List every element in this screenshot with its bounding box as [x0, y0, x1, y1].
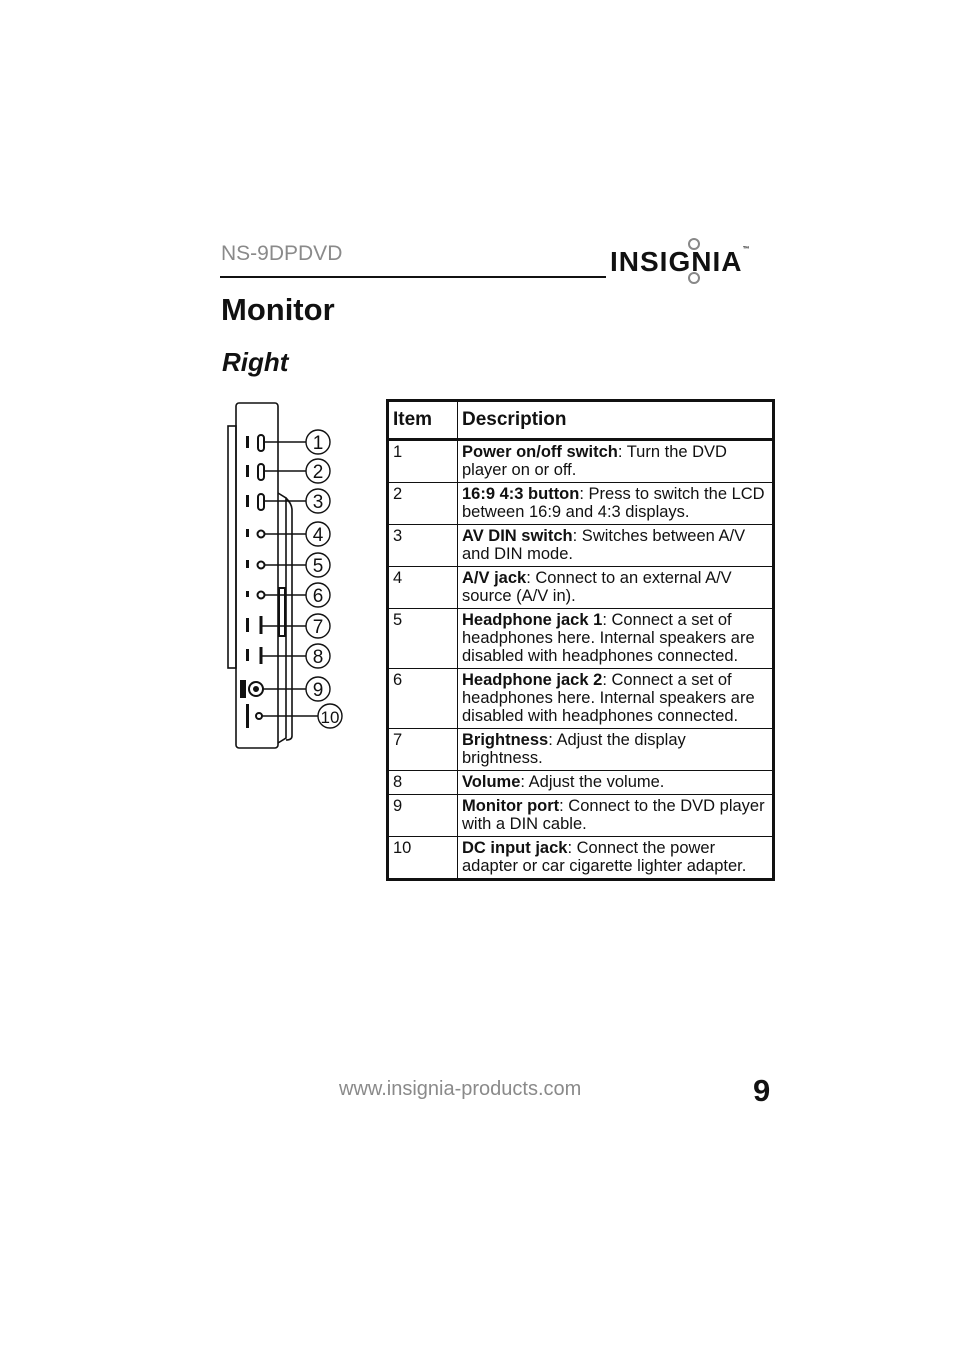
table-row: [388, 525, 774, 567]
table-row: [388, 669, 774, 729]
callout-4: 4: [312, 525, 324, 546]
logo-dot-icon: [688, 272, 700, 284]
brand-tm: ™: [742, 246, 750, 253]
callout-8: 8: [312, 647, 324, 668]
item-number: 8: [388, 771, 458, 795]
item-description: [458, 837, 774, 880]
page-number: 9: [753, 1073, 771, 1108]
header-rule: [220, 276, 606, 278]
item-detail: : Adjust the display brightness.: [462, 731, 686, 767]
brand-logo: [610, 246, 749, 278]
item-description: [458, 609, 774, 669]
aspect-button-icon: [258, 464, 264, 480]
item-number: 10: [388, 837, 458, 880]
item-number: 6: [388, 669, 458, 729]
av-jack-icon: [258, 531, 265, 538]
item-detail: : Connect to an external A/V source (A/V in).: [462, 569, 732, 605]
table-row: [388, 729, 774, 771]
item-description: [458, 669, 774, 729]
logo-dot-icon: [688, 238, 700, 250]
callout-9: 9: [312, 680, 324, 701]
callout-1: 1: [312, 433, 324, 454]
callout-7: 7: [312, 617, 324, 638]
item-detail: : Switches between A/V and DIN mode.: [462, 527, 746, 563]
item-name: AV DIN switch: [462, 527, 573, 545]
item-name: DC input jack: [462, 839, 568, 857]
headphone-jack-2-icon: [258, 592, 265, 599]
dc-input-icon: [256, 713, 262, 719]
item-detail: : Turn the DVD player on or off.: [462, 443, 727, 479]
item-name: Headphone jack 1: [462, 611, 603, 629]
item-detail: : Adjust the volume.: [520, 773, 665, 791]
item-name: Headphone jack 2: [462, 671, 603, 689]
page-title: Monitor: [221, 292, 335, 327]
item-number: 4: [388, 567, 458, 609]
item-number: 3: [388, 525, 458, 567]
callout-6: 6: [312, 586, 324, 607]
item-detail: : Connect a set of headphones here. Internal speakers are disabled with headphones connected.: [462, 671, 755, 725]
item-number: 2: [388, 483, 458, 525]
table-row: [388, 567, 774, 609]
item-column-header: Item: [388, 401, 458, 440]
item-number: 1: [388, 440, 458, 483]
footer-url: www.insignia-products.com: [339, 1078, 582, 1100]
callout-10: 10: [320, 708, 340, 727]
item-name: A/V jack: [462, 569, 527, 587]
item-description: [458, 795, 774, 837]
item-number: 5: [388, 609, 458, 669]
table-row: [388, 795, 774, 837]
power-switch-icon: [258, 435, 264, 451]
item-name: Power on/off switch: [462, 443, 618, 461]
item-detail: : Press to switch the LCD between 16:9 and 4:3 displays.: [462, 485, 765, 521]
item-description: [458, 440, 774, 483]
item-name: Brightness: [462, 731, 549, 749]
table-row: [388, 609, 774, 669]
item-description: [458, 567, 774, 609]
item-number: 7: [388, 729, 458, 771]
item-name: 16:9 4:3 button: [462, 485, 580, 503]
callout-2: 2: [312, 462, 324, 483]
section-title: Right: [222, 347, 289, 377]
item-detail: : Connect to the DVD player with a DIN cable.: [462, 797, 765, 833]
av-din-switch-icon: [258, 494, 264, 510]
item-name: Volume: [462, 773, 521, 791]
headphone-jack-1-icon: [258, 562, 265, 569]
monitor-outline: [228, 403, 292, 748]
brand-name: INSIGNIA: [610, 246, 743, 277]
item-detail: : Connect a set of headphones here. Internal speakers are disabled with headphones connected.: [462, 611, 755, 665]
item-description: [458, 483, 774, 525]
item-description: [458, 525, 774, 567]
table-row: [388, 483, 774, 525]
table-row: [388, 771, 774, 795]
item-description: [458, 729, 774, 771]
model-number: NS-9DPDVD: [221, 242, 343, 265]
monitor-side-diagram: [222, 398, 352, 753]
callout-5: 5: [312, 556, 324, 577]
table-row: [388, 837, 774, 880]
item-number: 9: [388, 795, 458, 837]
table-header-row: [388, 401, 774, 440]
table-row: [388, 440, 774, 483]
items-table: [386, 399, 775, 881]
item-name: Monitor port: [462, 797, 560, 815]
callout-3: 3: [312, 492, 324, 513]
item-detail: : Connect the power adapter or car cigarette lighter adapter.: [462, 839, 747, 875]
item-description: [458, 771, 774, 795]
description-column-header: Description: [458, 401, 774, 440]
